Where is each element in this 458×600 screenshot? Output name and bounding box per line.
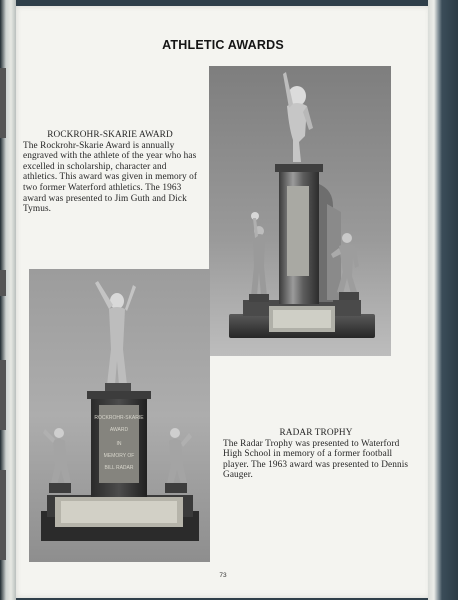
trophy-photo-top-image — [209, 66, 391, 356]
rockrohr-skarie-heading: ROCKROHR-SKARIE AWARD — [47, 130, 173, 140]
adjacent-page-edge — [0, 0, 16, 600]
rockrohr-skarie-body: The Rockrohr-Skarie Award is annually engraved with the athlete of the year who has excelled in scholarship, character and athletics. This award was given in memory of two former Waterford athletics. The 1963 award was presented to Jim Guth and Dick Tymus. — [23, 140, 198, 215]
page-number: 73 — [219, 572, 227, 579]
page-title: ATHLETIC AWARDS — [162, 38, 284, 52]
radar-trophy-heading: RADAR TROPHY — [279, 428, 353, 438]
engraving-line-5: BILL RADAR — [104, 465, 134, 471]
engraving-line-4: MEMORY OF — [103, 453, 135, 459]
radar-trophy-caption — [223, 428, 409, 481]
radar-trophy-body: The Radar Trophy was presented to Waterford High School in memory of a former football player. The 1963 award was presented to Dennis Gauger. — [223, 438, 409, 481]
engraving-line-3: IN — [116, 441, 122, 447]
trophy-photo-bottom — [29, 269, 210, 562]
book-cover-edge — [428, 0, 458, 600]
trophy-photo-bottom-image — [29, 269, 210, 562]
engraving-line-1: ROCKROHR-SKARIE — [94, 415, 144, 421]
engraving-line-2: AWARD — [109, 427, 129, 433]
trophy-photo-top — [209, 66, 391, 356]
rockrohr-skarie-caption — [23, 130, 203, 215]
yearbook-page — [16, 6, 430, 598]
